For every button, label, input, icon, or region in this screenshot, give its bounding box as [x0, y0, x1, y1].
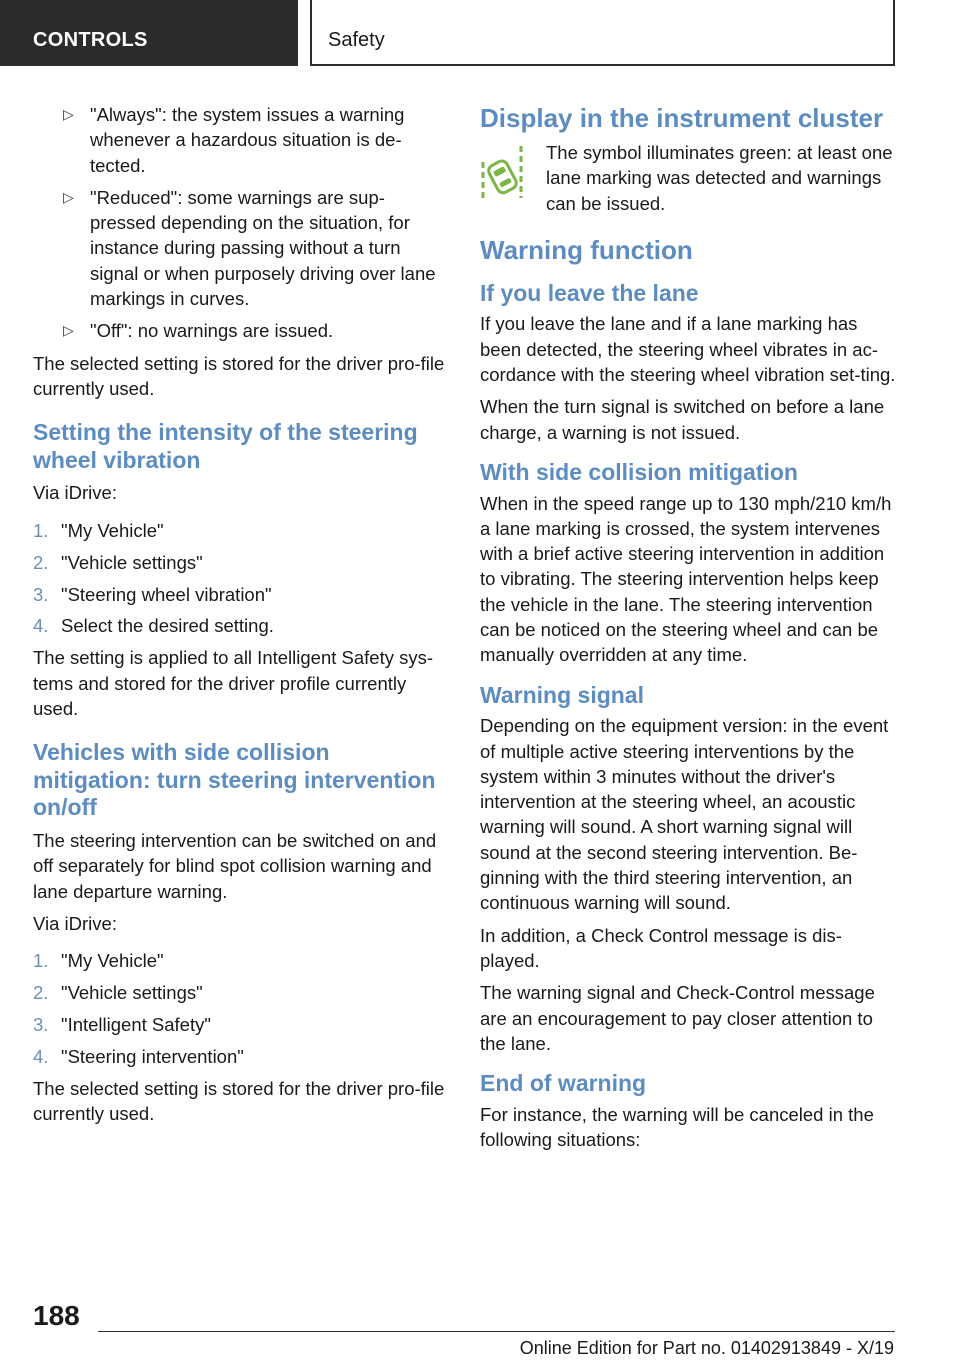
paragraph: When in the speed range up to 130 mph/210 km/h a lane marking is crossed, the system intervenes with a brief active steering intervention in addition to vibrating. The steering intervention helps keep the vehicle in the lane. The steering intervention can be noticed on the steering wheel and can be manually overridden at any time. [480, 492, 892, 666]
triangle-bullet-icon: ▷ [63, 322, 74, 339]
heading-warning-signal: Warning signal [480, 681, 644, 708]
step-item: 4. Select the desired setting. [33, 615, 274, 637]
paragraph: In addition, a Check Control message is dis-played. [480, 924, 842, 971]
step-item: 1. "My Vehicle" [33, 950, 164, 972]
page-header [0, 0, 960, 66]
list-item: ▷ "Off": no warnings are issued. [33, 318, 449, 343]
list-item: ▷ "Always": the system issues a warning whenever a hazardous situation is de-tected. [63, 104, 405, 176]
step-item: 4. "Steering intervention" [33, 1045, 244, 1067]
section-tab: CONTROLS [0, 0, 298, 66]
step-item: 3. "Intelligent Safety" [33, 1013, 211, 1035]
footer-edition: Online Edition for Part no. 01402913849 - X/19 [519, 1338, 894, 1358]
heading-side-collision: With side collision mitigation [480, 458, 798, 485]
heading-end-of-warning: End of warning [480, 1070, 647, 1097]
paragraph: The selected setting is stored for the driver pro-file currently used. [33, 352, 445, 399]
right-column [480, 102, 900, 1159]
symbol-text: The symbol illuminates green: at least one lane marking was detected and warnings can be issued. [546, 142, 893, 214]
paragraph: The warning signal and Check-Control message are an encouragement to pay closer attention to the lane. [480, 982, 875, 1054]
step-item: 2. "Vehicle settings" [33, 982, 203, 1004]
symbol-description [480, 140, 900, 216]
paragraph: If you leave the lane and if a lane marking has been detected, the steering wheel vibrates in ac-cordance with the steering wheel vibration set-ting. [480, 313, 896, 386]
via-idrive-label: Via iDrive: [33, 912, 117, 934]
heading-vehicles: Vehicles with side collision mitigation: turn steering intervention on/off [33, 739, 436, 821]
paragraph: When the turn signal is switched on before a lane charge, a warning is not issued. [480, 396, 885, 443]
left-column [33, 102, 449, 1133]
footer-divider [98, 1331, 895, 1332]
step-item: 3. "Steering wheel vibration" [33, 583, 272, 605]
step-item: 2. "Vehicle settings" [33, 551, 203, 573]
triangle-bullet-icon: ▷ [63, 188, 74, 205]
page-number: 188 [33, 1300, 80, 1331]
heading-intensity: Setting the intensity of the steering wheel vibration [33, 419, 418, 473]
paragraph: The selected setting is stored for the driver pro-file currently used. [33, 1077, 445, 1125]
lane-departure-icon [480, 144, 524, 200]
paragraph: Depending on the equipment version: in the event of multiple active steering interventions by the system within 3 minutes without the driver's intervention at the steering wheel, an acoustic warning will sound. A short warning signal will sound at the second steering intervention. Be-ginning with the third steering intervention, an continuous warning will sound. [480, 715, 889, 914]
step-item: 1. "My Vehicle" [33, 519, 164, 541]
via-idrive-label: Via iDrive: [33, 482, 117, 504]
topic-title: Safety [310, 0, 895, 66]
list-item: ▷ "Reduced": some warnings are sup-pressed depending on the situation, for instance during passing without a turn signal or when purposely driving over lane markings in curves. [63, 186, 436, 310]
paragraph: The steering intervention can be switched on and off separately for blind spot collision warning and lane departure warning. [33, 829, 437, 902]
paragraph: For instance, the warning will be canceled in the following situations: [480, 1103, 874, 1150]
triangle-bullet-icon: ▷ [63, 106, 74, 122]
paragraph: The setting is applied to all Intelligent Safety sys-tems and stored for the driver profile currently used. [33, 647, 434, 719]
heading-display: Display in the instrument cluster [480, 103, 884, 133]
heading-warning-function: Warning function [480, 234, 693, 265]
heading-leave-lane: If you leave the lane [480, 279, 699, 306]
